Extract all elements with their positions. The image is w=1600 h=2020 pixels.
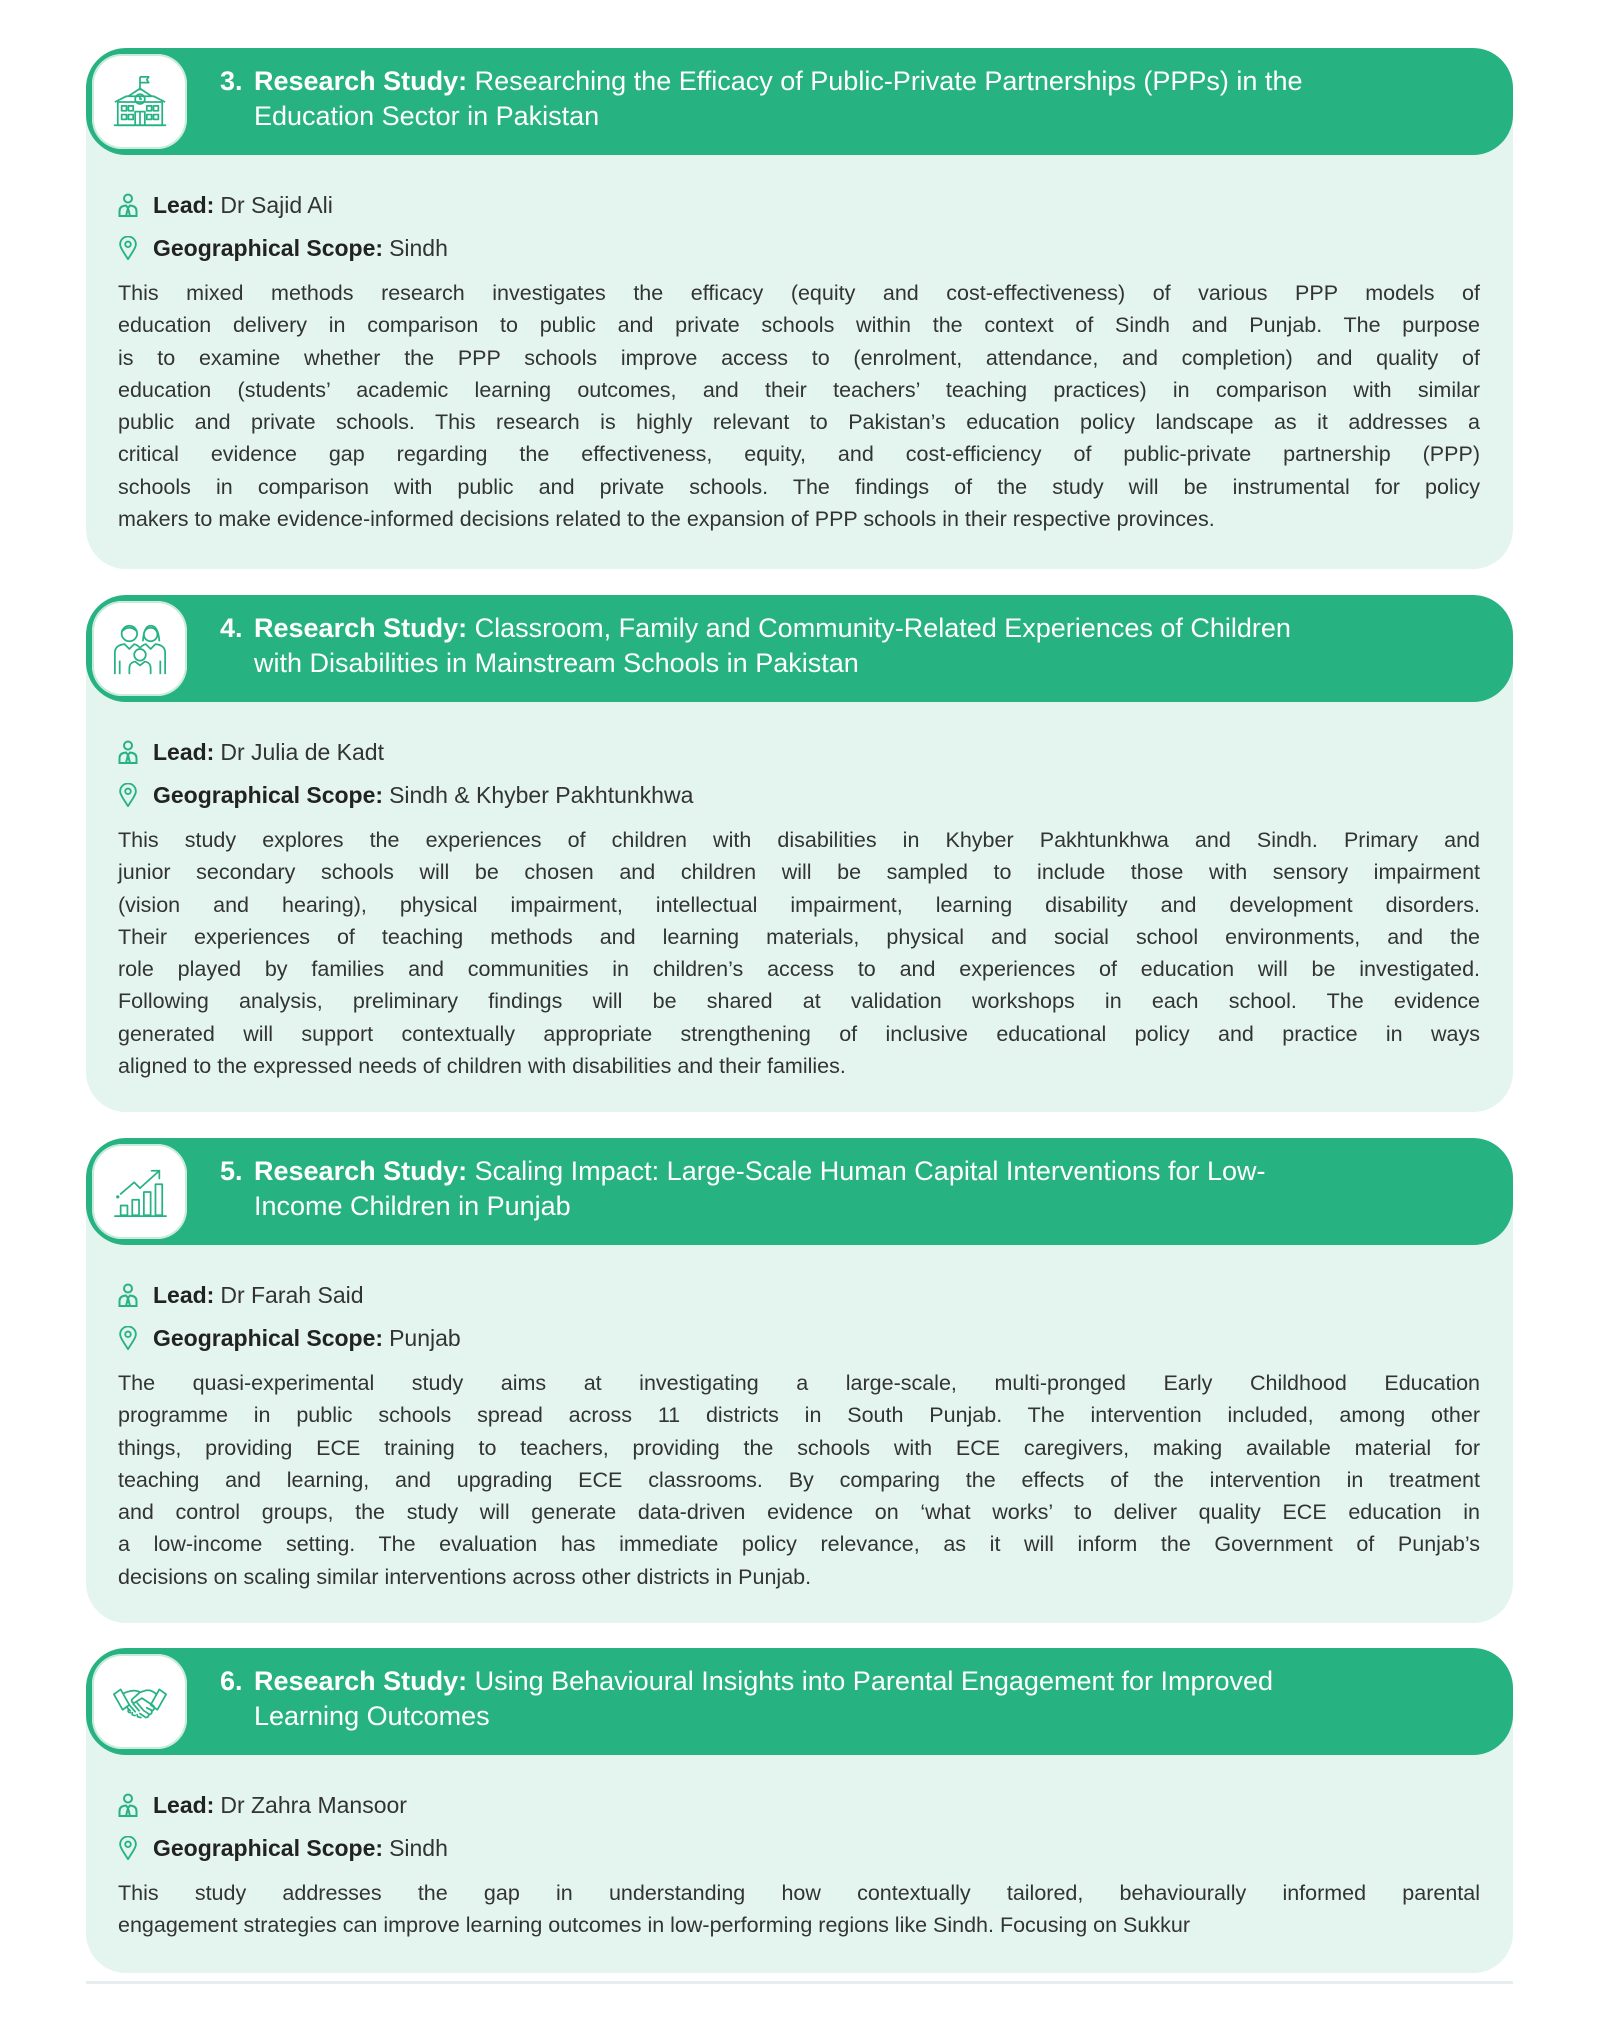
- description-line: Following analysis, preliminary findings will be shared at validation workshops in each school. The evidence: [118, 989, 1480, 1014]
- description-line: decisions on scaling similar interventions across other districts in Punjab.: [118, 1564, 812, 1589]
- scope-value: Punjab: [389, 1324, 461, 1351]
- location-pin-icon: [118, 783, 138, 807]
- scope-label: Geographical Scope:: [153, 234, 384, 261]
- description-line: public and private schools. This research is highly relevant to Pakistan’s education policy landscape as it addresses a: [118, 410, 1480, 435]
- description-line: programme in public schools spread across 11 districts in South Punjab. The intervention included, among other: [118, 1403, 1480, 1428]
- study-description: [118, 277, 1480, 535]
- study-number: 3.: [220, 66, 243, 96]
- lead-label: Lead:: [153, 738, 215, 765]
- study-title: [220, 1154, 1494, 1224]
- lead-row: [118, 1280, 364, 1310]
- study-header: [86, 595, 1513, 702]
- study-label: Research Study:: [254, 66, 468, 96]
- study-title: [220, 611, 1494, 681]
- family-icon: [111, 620, 169, 678]
- study-header: [86, 1138, 1513, 1245]
- study-label: Research Study:: [254, 1156, 468, 1186]
- study-title-line1: Using Behavioural Insights into Parental Engagement for Improved: [474, 1666, 1274, 1696]
- description-line: education (students’ academic learning outcomes, and their teachers’ teaching practices) in comparison with similar: [118, 377, 1480, 402]
- study-title: [220, 64, 1494, 134]
- study-header: [86, 48, 1513, 155]
- lead-value: Dr Zahra Mansoor: [220, 1791, 407, 1818]
- lead-label: Lead:: [153, 1281, 215, 1308]
- scope-row: [118, 233, 448, 263]
- study-icon-box: [92, 54, 187, 149]
- scope-label: Geographical Scope:: [153, 1834, 384, 1861]
- description-line: engagement strategies can improve learning outcomes in low-performing regions like Sindh. Focusing on Sukkur: [118, 1913, 1190, 1938]
- description-line: This study addresses the gap in understanding how contextually tailored, behaviourally informed parental: [118, 1881, 1480, 1905]
- study-number: 6.: [220, 1666, 243, 1696]
- location-pin-icon: [118, 236, 138, 260]
- person-icon: [118, 740, 138, 764]
- person-icon: [118, 1793, 138, 1817]
- description-line: junior secondary schools will be chosen and children will be sampled to include those with sensory impairment: [118, 860, 1480, 885]
- description-line: is to examine whether the PPP schools improve access to (enrolment, attendance, and completion) and quality of: [118, 345, 1480, 370]
- study-card: [86, 1138, 1513, 1623]
- lead-row: [118, 737, 384, 767]
- description-line: role played by families and communities in children’s access to and experiences of education will be investigated.: [118, 957, 1480, 982]
- scope-row: [118, 1833, 448, 1863]
- study-number: 5.: [220, 1156, 243, 1186]
- lead-value: Dr Sajid Ali: [220, 191, 333, 218]
- school-building-icon: [111, 73, 169, 131]
- lead-label: Lead:: [153, 191, 215, 218]
- person-icon: [118, 193, 138, 217]
- location-pin-icon: [118, 1836, 138, 1860]
- scope-value: Sindh: [389, 234, 448, 261]
- study-title-line2: Education Sector in Pakistan: [254, 101, 600, 131]
- handshake-icon: [111, 1673, 169, 1731]
- description-line: This study explores the experiences of children with disabilities in Khyber Pakhtunkhwa and Sindh. Primary and: [118, 828, 1480, 852]
- description-line: education delivery in comparison to public and private schools within the context of Sindh and Punjab. The purpose: [118, 313, 1480, 338]
- lead-row: [118, 190, 333, 220]
- study-title-line1: Researching the Efficacy of Public-Private Partnerships (PPPs) in the: [474, 66, 1303, 96]
- description-line: This mixed methods research investigates the efficacy (equity and cost-effectiveness) of various PPP models of: [118, 281, 1480, 305]
- description-line: generated will support contextually appropriate strengthening of inclusive educational policy and practice in ways: [118, 1021, 1480, 1046]
- description-line: Their experiences of teaching methods and learning materials, physical and social school environments, and the: [118, 924, 1480, 949]
- study-title-line1: Scaling Impact: Large-Scale Human Capital Interventions for Low-: [474, 1156, 1266, 1186]
- study-card: [86, 1648, 1513, 1973]
- scope-row: [118, 1323, 461, 1353]
- study-card: [86, 48, 1513, 569]
- description-line: and control groups, the study will generate data-driven evidence on ‘what works’ to deliver quality ECE education in: [118, 1500, 1480, 1525]
- study-number: 4.: [220, 613, 243, 643]
- description-line: aligned to the expressed needs of children with disabilities and their families.: [118, 1054, 846, 1079]
- study-icon-box: [92, 1144, 187, 1239]
- study-title: [220, 1664, 1494, 1734]
- growth-chart-icon: [111, 1163, 169, 1221]
- scope-row: [118, 780, 693, 810]
- study-title-line2: Learning Outcomes: [254, 1701, 490, 1731]
- study-label: Research Study:: [254, 1666, 468, 1696]
- scope-value: Sindh & Khyber Pakhtunkhwa: [389, 781, 694, 808]
- description-line: a low-income setting. The evaluation has immediate policy relevance, as it will inform the Government of Punjab’s: [118, 1532, 1480, 1557]
- lead-row: [118, 1790, 407, 1820]
- study-description: [118, 1367, 1480, 1593]
- study-card: [86, 595, 1513, 1112]
- study-title-line2: with Disabilities in Mainstream Schools in Pakistan: [254, 648, 859, 678]
- description-line: teaching and learning, and upgrading ECE classrooms. By comparing the effects of the intervention in treatment: [118, 1467, 1480, 1492]
- location-pin-icon: [118, 1326, 138, 1350]
- study-label: Research Study:: [254, 613, 468, 643]
- description-line: schools in comparison with public and private schools. The findings of the study will be instrumental for policy: [118, 474, 1480, 499]
- description-line: The quasi-experimental study aims at investigating a large-scale, multi-pronged Early Childhood Education: [118, 1371, 1480, 1395]
- person-icon: [118, 1283, 138, 1307]
- study-description: [118, 824, 1480, 1082]
- description-line: (vision and hearing), physical impairment, intellectual impairment, learning disability and development disorders.: [118, 892, 1480, 917]
- description-line: things, providing ECE training to teachers, providing the schools with ECE caregivers, making available material for: [118, 1435, 1480, 1460]
- study-header: [86, 1648, 1513, 1755]
- study-title-line2: Income Children in Punjab: [254, 1191, 571, 1221]
- lead-value: Dr Farah Said: [220, 1281, 364, 1308]
- scope-label: Geographical Scope:: [153, 781, 384, 808]
- study-description: [118, 1877, 1480, 1942]
- page-divider: [86, 1981, 1513, 1984]
- description-line: critical evidence gap regarding the effectiveness, equity, and cost-efficiency of public-private partnership (PPP): [118, 442, 1480, 467]
- study-icon-box: [92, 601, 187, 696]
- study-icon-box: [92, 1654, 187, 1749]
- scope-label: Geographical Scope:: [153, 1324, 384, 1351]
- scope-value: Sindh: [389, 1834, 448, 1861]
- lead-label: Lead:: [153, 1791, 215, 1818]
- study-title-line1: Classroom, Family and Community-Related Experiences of Children: [474, 613, 1291, 643]
- description-line: makers to make evidence-informed decisions related to the expansion of PPP schools in their respective provinces.: [118, 507, 1215, 532]
- lead-value: Dr Julia de Kadt: [220, 738, 384, 765]
